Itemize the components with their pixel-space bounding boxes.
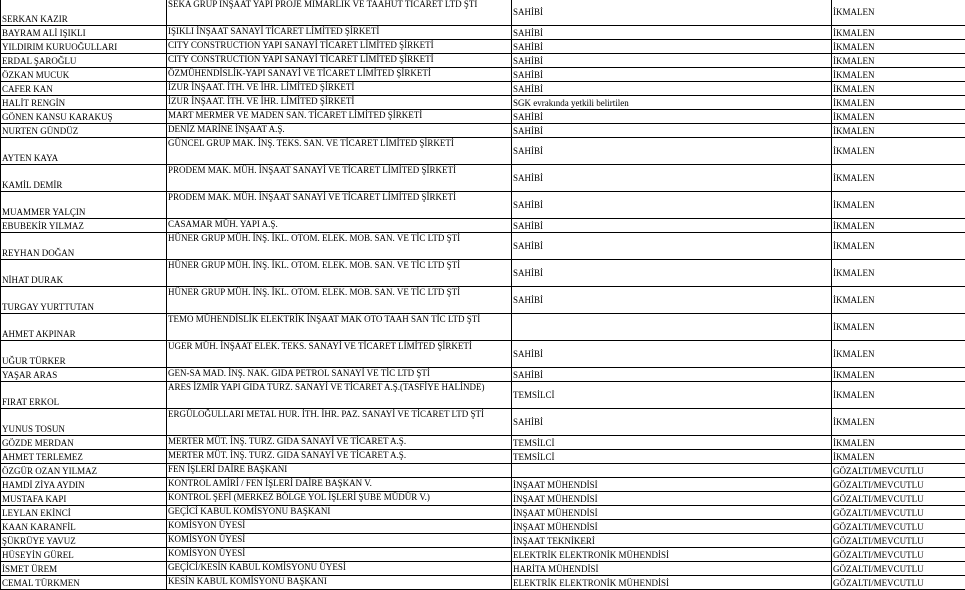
table-row: [1, 54, 965, 68]
cell-name: EBUBEKİR YILMAZ: [1, 219, 167, 233]
table-row: [1, 520, 965, 534]
table-row: [1, 219, 965, 233]
table-row: [1, 341, 965, 368]
cell-status: GÖZALTI/MEVCUTLU: [832, 534, 965, 548]
cell-company: MART MERMER VE MADEN SAN. TİCARET LİMİTED ŞİRKETİ: [167, 110, 512, 124]
cell-role: TEMSİLCİ: [512, 436, 832, 450]
cell-role: SAHİBİ: [512, 219, 832, 233]
cell-name: FIRAT ERKOL: [1, 382, 167, 409]
cell-status: İKMALEN: [832, 409, 965, 436]
cell-company: GEÇİCİ/KESİN KABUL KOMİSYONU ÜYESİ: [167, 562, 512, 576]
cell-status: GÖZALTI/MEVCUTLU: [832, 562, 965, 576]
cell-company: MERTER MÜT. İNŞ. TURZ. GIDA SANAYİ VE TİCARET A.Ş.: [167, 450, 512, 464]
cell-role: SAHİBİ: [512, 124, 832, 138]
cell-status: İKMALEN: [832, 82, 965, 96]
table-row: [1, 138, 965, 165]
cell-status: İKMALEN: [832, 165, 965, 192]
table-row: [1, 464, 965, 478]
cell-name: CAFER KAN: [1, 82, 167, 96]
cell-role: [512, 314, 832, 341]
cell-name: YUNUS TOSUN: [1, 409, 167, 436]
cell-company: ERGÜLOĞULLARI METAL HUR. İTH. İHR. PAZ. SANAYİ VE TİCARET LTD ŞTİ: [167, 409, 512, 436]
cell-status: İKMALEN: [832, 26, 965, 40]
cell-role: SAHİBİ: [512, 192, 832, 219]
cell-role: ELEKTRİK ELEKTRONİK MÜHENDİSİ: [512, 548, 832, 562]
cell-status: İKMALEN: [832, 54, 965, 68]
cell-company: SEKA GRUP İNŞAAT YAPI PROJE MİMARLIK VE TAAHÜT TİCARET LTD ŞTİ: [167, 0, 512, 26]
cell-role: İNŞAAT MÜHENDİSİ: [512, 506, 832, 520]
cell-status: GÖZALTI/MEVCUTLU: [832, 520, 965, 534]
table-row: [1, 314, 965, 341]
cell-name: AYTEN KAYA: [1, 138, 167, 165]
cell-status: GÖZALTI/MEVCUTLU: [832, 478, 965, 492]
cell-name: GÖNEN KANSU KARAKUŞ: [1, 110, 167, 124]
cell-name: İSMET ÜREM: [1, 562, 167, 576]
cell-role: SAHİBİ: [512, 233, 832, 260]
cell-company: İZUR İNŞAAT. İTH. VE İHR. LİMİTED ŞİRKETİ: [167, 82, 512, 96]
table-row: [1, 562, 965, 576]
cell-name: REYHAN DOĞAN: [1, 233, 167, 260]
cell-company: HÜNER GRUP MÜH. İNŞ. İKL. OTOM. ELEK. MOB. SAN. VE TİC LTD ŞTİ: [167, 260, 512, 287]
cell-name: BAYRAM ALİ IŞIKLI: [1, 26, 167, 40]
cell-status: İKMALEN: [832, 450, 965, 464]
cell-company: KESİN KABUL KOMİSYONU BAŞKANI: [167, 576, 512, 590]
cell-role: SAHİBİ: [512, 0, 832, 26]
cell-role: SAHİBİ: [512, 82, 832, 96]
cell-role: SAHİBİ: [512, 341, 832, 368]
cell-name: ŞÜKRÜYE YAVUZ: [1, 534, 167, 548]
cell-status: GÖZALTI/MEVCUTLU: [832, 506, 965, 520]
cell-company: CITY CONSTRUCTION YAPI SANAYİ TİCARET LİMİTED ŞİRKETİ: [167, 40, 512, 54]
cell-role: SAHİBİ: [512, 40, 832, 54]
table-row: [1, 82, 965, 96]
cell-role: SAHİBİ: [512, 138, 832, 165]
cell-status: İKMALEN: [832, 138, 965, 165]
cell-company: DENİZ MARİNE İNŞAAT A.Ş.: [167, 124, 512, 138]
cell-role: TEMSİLCİ: [512, 382, 832, 409]
table-row: [1, 68, 965, 82]
suspects-table-body: [1, 0, 965, 590]
table-row: [1, 368, 965, 382]
cell-role: İNŞAAT MÜHENDİSİ: [512, 478, 832, 492]
cell-company: KOMİSYON ÜYESİ: [167, 534, 512, 548]
cell-role: SGK evrakında yetkili belirtilen: [512, 96, 832, 110]
cell-company: FEN İŞLERİ DAİRE BAŞKANI: [167, 464, 512, 478]
cell-name: NURTEN GÜNDÜZ: [1, 124, 167, 138]
cell-role: HARİTA MÜHENDİSİ: [512, 562, 832, 576]
table-row: [1, 40, 965, 54]
cell-status: İKMALEN: [832, 124, 965, 138]
cell-company: HÜNER GRUP MÜH. İNŞ. İKL. OTOM. ELEK. MOB. SAN. VE TİC LTD ŞTİ: [167, 233, 512, 260]
cell-role: SAHİBİ: [512, 260, 832, 287]
table-row: [1, 233, 965, 260]
cell-name: AHMET AKPINAR: [1, 314, 167, 341]
cell-company: ARES İZMİR YAPI GIDA TURZ. SANAYİ VE TİCARET A.Ş.(TASFİYE HALİNDE): [167, 382, 512, 409]
cell-company: MERTER MÜT. İNŞ. TURZ. GIDA SANAYİ VE TİCARET A.Ş.: [167, 436, 512, 450]
cell-role: SAHİBİ: [512, 287, 832, 314]
cell-name: YILDIRIM KURUOĞULLARI: [1, 40, 167, 54]
cell-status: İKMALEN: [832, 192, 965, 219]
cell-name: UĞUR TÜRKER: [1, 341, 167, 368]
cell-company: TEMO MÜHENDİSLİK ELEKTRİK İNŞAAT MAK OTO TAAH SAN TİC LTD ŞTİ: [167, 314, 512, 341]
table-row: [1, 576, 965, 590]
table-row: [1, 382, 965, 409]
table-row: [1, 409, 965, 436]
cell-role: SAHİBİ: [512, 368, 832, 382]
cell-company: KOMİSYON ÜYESİ: [167, 520, 512, 534]
table-row: [1, 548, 965, 562]
cell-company: KONTROL ŞEFİ (MERKEZ BÖLGE YOL İŞLERİ ŞUBE MÜDÜR V.): [167, 492, 512, 506]
cell-status: İKMALEN: [832, 368, 965, 382]
cell-status: İKMALEN: [832, 233, 965, 260]
cell-role: ELEKTRİK ELEKTRONİK MÜHENDİSİ: [512, 576, 832, 590]
table-row: [1, 534, 965, 548]
cell-status: İKMALEN: [832, 287, 965, 314]
table-row: [1, 0, 965, 26]
cell-name: MUAMMER YALÇIN: [1, 192, 167, 219]
cell-company: KONTROL AMİRİ / FEN İŞLERİ DAİRE BAŞKAN V.: [167, 478, 512, 492]
cell-name: HAMDİ ZİYA AYDIN: [1, 478, 167, 492]
table-row: [1, 436, 965, 450]
cell-status: İKMALEN: [832, 382, 965, 409]
cell-company: CASAMAR MÜH. YAPI A.Ş.: [167, 219, 512, 233]
cell-status: İKMALEN: [832, 0, 965, 26]
cell-role: SAHİBİ: [512, 165, 832, 192]
cell-status: İKMALEN: [832, 40, 965, 54]
cell-status: İKMALEN: [832, 219, 965, 233]
cell-name: HALİT RENGİN: [1, 96, 167, 110]
table-row: [1, 110, 965, 124]
table-row: [1, 287, 965, 314]
cell-name: CEMAL TÜRKMEN: [1, 576, 167, 590]
table-row: [1, 450, 965, 464]
cell-status: GÖZALTI/MEVCUTLU: [832, 576, 965, 590]
cell-company: KOMİSYON ÜYESİ: [167, 548, 512, 562]
cell-role: SAHİBİ: [512, 68, 832, 82]
cell-status: GÖZALTI/MEVCUTLU: [832, 464, 965, 478]
cell-name: LEYLAN EKİNCİ: [1, 506, 167, 520]
cell-name: AHMET TERLEMEZ: [1, 450, 167, 464]
table-row: [1, 506, 965, 520]
cell-status: İKMALEN: [832, 96, 965, 110]
table-row: [1, 26, 965, 40]
cell-role: İNŞAAT TEKNİKERİ: [512, 534, 832, 548]
cell-name: NİHAT DURAK: [1, 260, 167, 287]
cell-name: MUSTAFA KAPI: [1, 492, 167, 506]
cell-role: TEMSİLCİ: [512, 450, 832, 464]
cell-name: YAŞAR ARAS: [1, 368, 167, 382]
cell-status: İKMALEN: [832, 110, 965, 124]
cell-company: PRODEM MAK. MÜH. İNŞAAT SANAYİ VE TİCARET LİMİTED ŞİRKETİ: [167, 192, 512, 219]
table-row: [1, 192, 965, 219]
cell-role: SAHİBİ: [512, 26, 832, 40]
cell-status: İKMALEN: [832, 314, 965, 341]
cell-status: İKMALEN: [832, 341, 965, 368]
cell-role: SAHİBİ: [512, 409, 832, 436]
table-row: [1, 165, 965, 192]
cell-status: GÖZALTI/MEVCUTLU: [832, 548, 965, 562]
cell-name: HÜSEYİN GÜREL: [1, 548, 167, 562]
cell-role: SAHİBİ: [512, 110, 832, 124]
cell-name: TURGAY YURTTUTAN: [1, 287, 167, 314]
cell-company: UGER MÜH. İNŞAAT ELEK. TEKS. SANAYİ VE TİCARET LİMİTED ŞİRKETİ: [167, 341, 512, 368]
cell-status: İKMALEN: [832, 260, 965, 287]
cell-company: IŞIKLI İNŞAAT SANAYİ TİCARET LİMİTED ŞİRKETİ: [167, 26, 512, 40]
table-row: [1, 492, 965, 506]
cell-role: İNŞAAT MÜHENDİSİ: [512, 492, 832, 506]
cell-company: PRODEM MAK. MÜH. İNŞAAT SANAYİ VE TİCARET LİMİTED ŞİRKETİ: [167, 165, 512, 192]
cell-name: KAMİL DEMİR: [1, 165, 167, 192]
cell-company: CITY CONSTRUCTION YAPI SANAYİ TİCARET LİMİTED ŞİRKETİ: [167, 54, 512, 68]
cell-name: ÖZGÜR OZAN YILMAZ: [1, 464, 167, 478]
cell-company: GEÇİCİ KABUL KOMİSYONU BAŞKANI: [167, 506, 512, 520]
table-row: [1, 124, 965, 138]
cell-role: [512, 464, 832, 478]
cell-status: GÖZALTI/MEVCUTLU: [832, 492, 965, 506]
table-row: [1, 478, 965, 492]
cell-company: GÜNCEL GRUP MAK. İNŞ. TEKS. SAN. VE TİCARET LİMİTED ŞİRKETİ: [167, 138, 512, 165]
cell-name: ÖZKAN MUCUK: [1, 68, 167, 82]
cell-role: SAHİBİ: [512, 54, 832, 68]
cell-company: İZUR İNŞAAT. İTH. VE İHR. LİMİTED ŞİRKETİ: [167, 96, 512, 110]
table-row: [1, 260, 965, 287]
cell-name: KAAN KARANFİL: [1, 520, 167, 534]
cell-company: HÜNER GRUP MÜH. İNŞ. İKL. OTOM. ELEK. MOB. SAN. VE TİC LTD ŞTİ: [167, 287, 512, 314]
table-row: [1, 96, 965, 110]
cell-status: İKMALEN: [832, 436, 965, 450]
cell-company: ÖZMÜHENDİSLİK-YAPI SANAYİ VE TİCARET LİMİTED ŞİRKETİ: [167, 68, 512, 82]
cell-company: GEN-SA MAD. İNŞ. NAK. GIDA PETROL SANAYİ VE TİC LTD ŞTİ: [167, 368, 512, 382]
cell-name: ERDAL ŞAROĞLU: [1, 54, 167, 68]
cell-status: İKMALEN: [832, 68, 965, 82]
cell-name: SERKAN KAZIR: [1, 0, 167, 26]
cell-role: İNŞAAT MÜHENDİSİ: [512, 520, 832, 534]
cell-name: GÖZDE MERDAN: [1, 436, 167, 450]
